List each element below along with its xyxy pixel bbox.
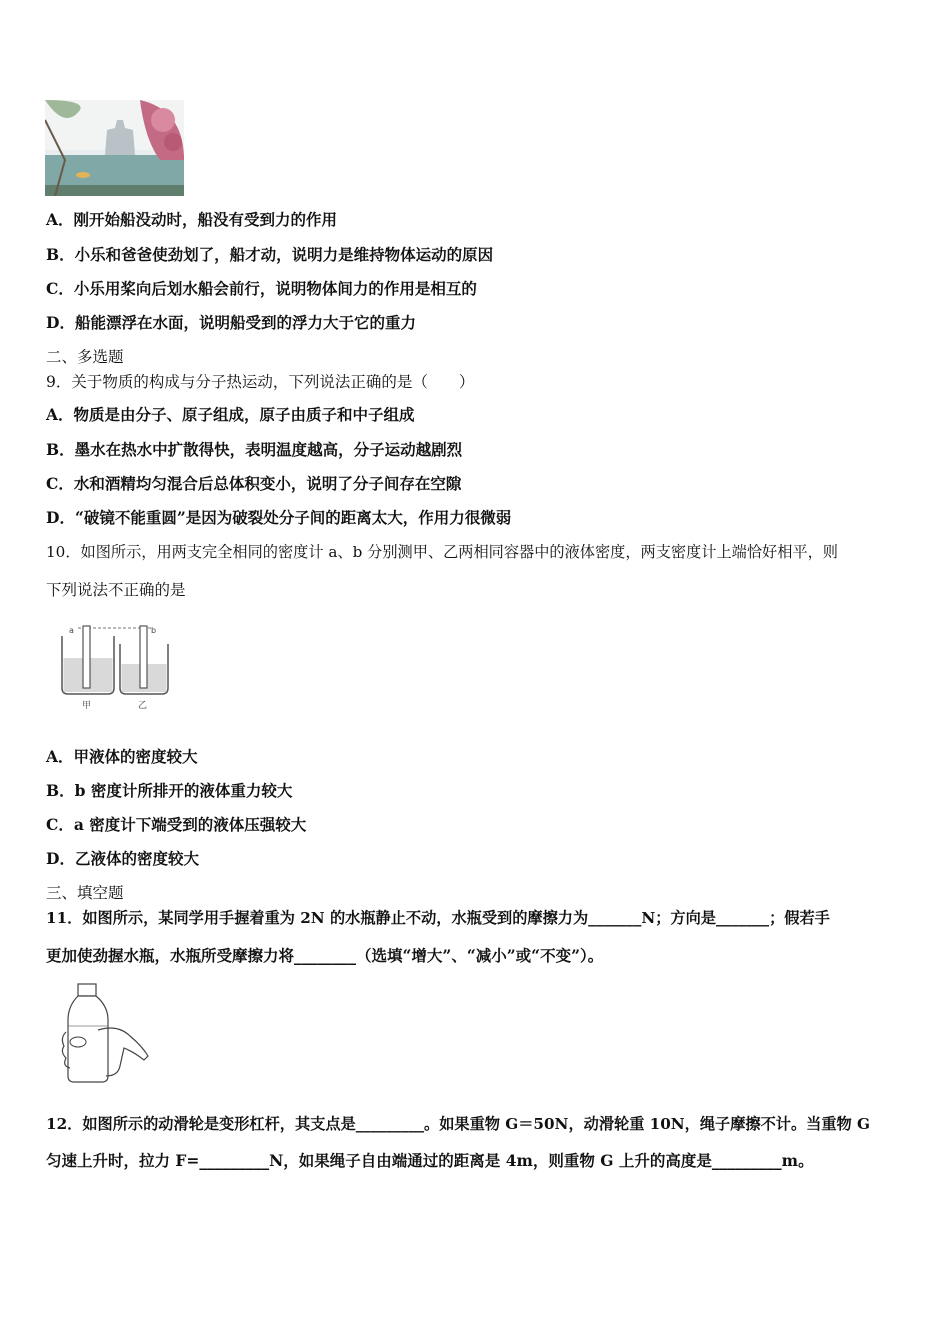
q12-line1: 12．如图所示的动滑轮是变形杠杆，其支点是_________。如果重物 G＝50N，动滑轮重 10N，绳子摩擦不计。当重物 G <box>46 1115 871 1133</box>
q9-option-b: B．墨水在热水中扩散得快，表明温度越高，分子运动越剧烈 <box>46 440 463 459</box>
q8-option-b: B．小乐和爸爸使劲划了，船才动，说明力是维持物体运动的原因 <box>46 245 494 264</box>
q8-option-d: D．船能漂浮在水面，说明船受到的浮力大于它的重力 <box>46 313 416 332</box>
q10-option-a: A．甲液体的密度较大 <box>46 747 198 766</box>
boat-lake-photo <box>45 100 184 196</box>
hydrometer-containers-figure <box>58 622 174 712</box>
label-a: a <box>69 626 74 635</box>
q9-stem: 9．关于物质的构成与分子热运动，下列说法正确的是（ ） <box>46 373 475 391</box>
label-b: b <box>151 626 157 635</box>
q11-line2: 更加使劲握水瓶，水瓶所受摩擦力将________（选填“增大”、“减小”或“不变”）。 <box>46 946 604 965</box>
q9-option-c: C．水和酒精均匀混合后总体积变小，说明了分子间存在空隙 <box>46 474 462 493</box>
q10-option-c: C．a 密度计下端受到的液体压强较大 <box>46 815 307 834</box>
q12-line2: 匀速上升时，拉力 F=_________N，如果绳子自由端通过的距离是 4m，则重物 G 上升的高度是_________m。 <box>46 1151 814 1170</box>
q10-option-d: D．乙液体的密度较大 <box>46 849 199 868</box>
q9-option-a: A．物质是由分子、原子组成，原子由质子和中子组成 <box>46 405 415 424</box>
label-yi: 乙 <box>138 701 148 711</box>
q8-option-c: C．小乐用桨向后划水船会前行，说明物体间力的作用是相互的 <box>46 279 477 298</box>
q10-stem-line2: 下列说法不正确的是 <box>46 581 186 599</box>
hand-holding-bottle-figure <box>58 980 150 1086</box>
q10-stem-line1: 10．如图所示，用两支完全相同的密度计 a、b 分别测甲、乙两相同容器中的液体密度，两支密度计上端恰好相平，则 <box>46 543 838 561</box>
q8-option-a: A．刚开始船没动时，船没有受到力的作用 <box>46 210 338 229</box>
section-title-multiple-choice: 二、多选题 <box>46 348 124 366</box>
section-title-fill-blank: 三、填空题 <box>46 884 124 902</box>
q10-option-b: B．b 密度计所排开的液体重力较大 <box>46 781 293 800</box>
label-jia: 甲 <box>82 701 92 711</box>
q11-line1: 11．如图所示，某同学用手握着重为 2N 的水瓶静止不动，水瓶受到的摩擦力为_______N；方向是_______；假若手 <box>46 909 830 927</box>
q9-option-d: D．“破镜不能重圆”是因为破裂处分子间的距离太大，作用力很微弱 <box>46 508 512 527</box>
